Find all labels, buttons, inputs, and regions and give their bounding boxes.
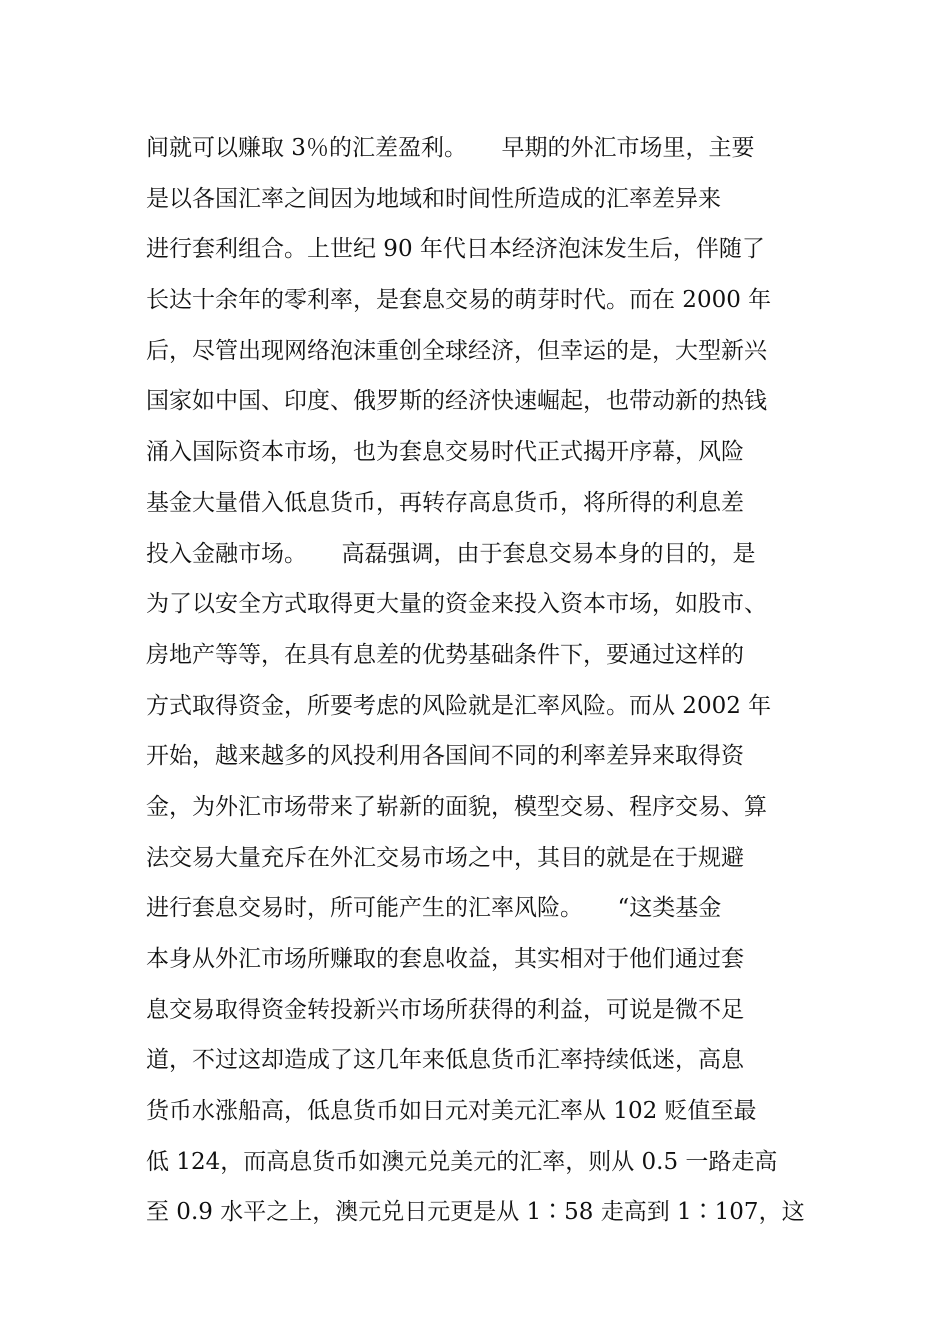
text-line: 涌入国际资本市场，也为套息交易时代正式揭开序幕，风险 <box>146 439 744 466</box>
text-line: 金，为外汇市场带来了崭新的面貌，模型交易、程序交易、算 <box>146 793 767 820</box>
text-line: 货币水涨船高，低息货币如日元对美元汇率从 102 贬值至最 <box>146 1098 757 1125</box>
text-line: 长达十余年的零利率，是套息交易的萌芽时代。而在 2000 年 <box>146 287 772 314</box>
text-line: 为了以安全方式取得更大量的资金来投入资本市场，如股市、 <box>146 591 767 618</box>
text-line: 房地产等等，在具有息差的优势基础条件下，要通过这样的 <box>146 641 744 668</box>
text-line: 息交易取得资金转投新兴市场所获得的利益，可说是微不足 <box>146 996 744 1023</box>
text-line: 间就可以赚取 3％的汇差盈利。 早期的外汇市场里，主要 <box>146 135 755 161</box>
text-line: 开始，越来越多的风投利用各国间不同的利率差异来取得资 <box>146 743 744 770</box>
text-line: 是以各国汇率之间因为地域和时间性所造成的汇率差异来 <box>146 185 721 212</box>
text-line: 基金大量借入低息货币，再转存高息货币，将所得的利息差 <box>146 489 744 516</box>
text-line: 进行套利组合。上世纪 90 年代日本经济泡沫发生后，伴随了 <box>146 236 765 263</box>
text-line: 至 0.9 水平之上，澳元兑日元更是从 1∶58 走高到 1∶107，这 <box>146 1199 805 1226</box>
text-line: 道，不过这却造成了这几年来低息货币汇率持续低迷，高息 <box>146 1047 744 1074</box>
text-line: 本身从外汇市场所赚取的套息收益，其实相对于他们通过套 <box>146 946 744 972</box>
text-line: 法交易大量充斥在外汇交易市场之中，其目的就是在于规避 <box>146 844 744 871</box>
text-line: 进行套息交易时，所可能产生的汇率风险。 “这类基金 <box>146 895 722 922</box>
text-line: 低 124，而高息货币如澳元兑美元的汇率，则从 0.5 一路走高 <box>146 1148 778 1175</box>
text-line: 后，尽管出现网络泡沫重创全球经济，但幸运的是，大型新兴 <box>146 337 767 364</box>
text-line: 方式取得资金，所要考虑的风险就是汇率风险。而从 2002 年 <box>146 692 772 719</box>
body-text <box>146 130 846 1245</box>
text-line: 投入金融市场。 高磊强调，由于套息交易本身的目的，是 <box>146 540 756 567</box>
text-line: 国家如中国、印度、俄罗斯的经济快速崛起，也带动新的热钱 <box>146 388 767 415</box>
